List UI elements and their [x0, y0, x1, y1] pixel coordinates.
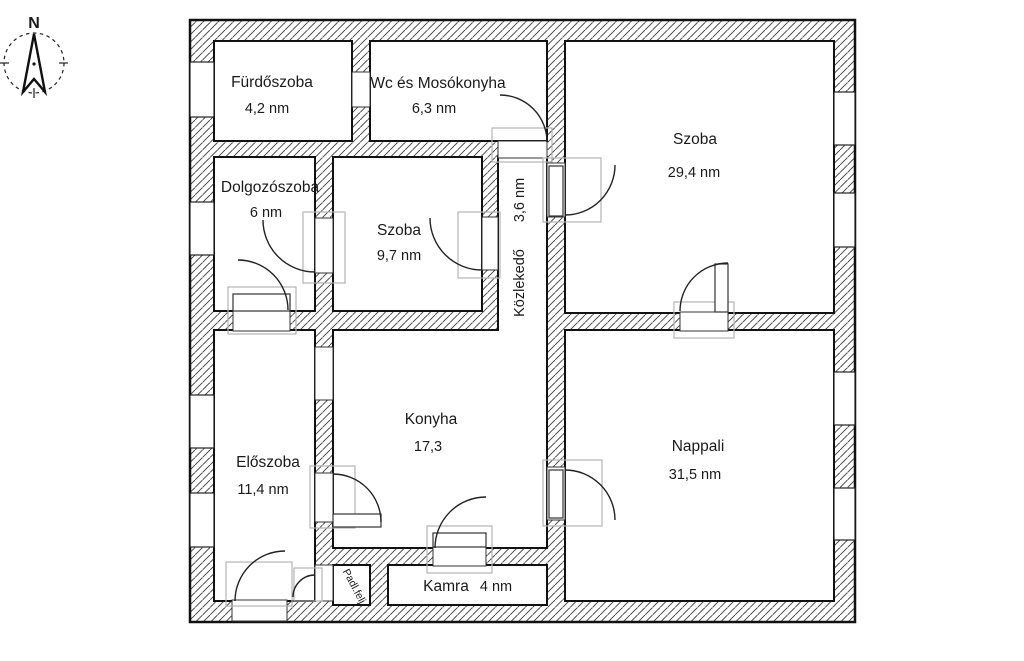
room-label-padlasfeljaro: Padl.felj.: [339, 566, 370, 609]
compass-north-label: N: [28, 15, 40, 32]
room-label-dolgozoszoba: Dolgozószoba: [220, 179, 320, 196]
room-area-kozlekedo: 3,6 nm: [512, 177, 528, 223]
opening-eloszoba-padlasfeljaro: [315, 565, 333, 601]
room-label-szoba-kis: Szoba: [377, 222, 421, 239]
window-nappali-2: [834, 488, 855, 540]
room-label-wc-mosokonyha: Wc és Mosókonyha: [370, 75, 506, 92]
room-area-furdoszoba: 4,2 nm: [244, 101, 290, 117]
room-label-konyha: Konyha: [404, 411, 458, 428]
opening-eloszoba-konyha-door: [315, 473, 333, 522]
room-area-dolgozoszoba: 6 nm: [249, 205, 283, 221]
window-eloszoba-1: [190, 395, 214, 448]
room-label-kamra: Kamra: [423, 578, 469, 595]
window-nappali-1: [834, 372, 855, 425]
room-area-nappali: 31,5 nm: [668, 467, 722, 483]
opening-furdoszoba-wc: [352, 72, 370, 107]
room-label-nappali: Nappali: [671, 438, 725, 455]
compass-center-dot: [32, 62, 35, 65]
opening-szoba-nagy-nappali: [680, 312, 728, 331]
opening-wc-kozlekedo: [498, 141, 547, 158]
compass-icon: [0, 15, 68, 98]
window-szoba-nagy-2: [834, 193, 855, 247]
opening-entrance-door: [232, 600, 287, 621]
room-label-eloszoba: Előszoba: [236, 454, 300, 471]
room-label-kozlekedo: Közlekedő: [512, 249, 528, 317]
door-leaf-szoba-nagy: [549, 166, 563, 216]
opening-konyha-kamra: [433, 547, 486, 566]
room-area-kamra: 4 nm: [479, 579, 513, 595]
door-leaf-konyha: [333, 514, 381, 527]
passage-eloszoba-konyha: [315, 347, 333, 400]
opening-szoba-kis-kozlekedo: [482, 217, 498, 270]
opening-dolgozoszoba-eloszoba: [233, 310, 290, 331]
door-leaf-nappali: [549, 470, 563, 518]
room-nappali: [565, 330, 834, 601]
opening-dolgozoszoba-szoba-kis: [315, 218, 333, 273]
window-furdoszoba: [190, 62, 214, 117]
room-area-wc-mosokonyha: 6,3 nm: [411, 101, 457, 117]
window-dolgozoszoba: [190, 202, 214, 255]
window-szoba-nagy-1: [834, 92, 855, 145]
room-label-szoba-nagy: Szoba: [673, 131, 717, 148]
door-leaf-dolgozoszoba: [233, 294, 290, 311]
room-area-konyha: 17,3: [413, 439, 443, 455]
door-leaf-kamra: [433, 533, 486, 547]
room-label-furdoszoba: Fürdőszoba: [231, 74, 313, 91]
room-area-szoba-nagy: 29,4 nm: [667, 165, 721, 181]
room-furdoszoba: [214, 41, 352, 141]
window-eloszoba-2: [190, 493, 214, 547]
room-area-szoba-kis: 9,7 nm: [376, 248, 422, 264]
door-leaf-szoba-nappali: [715, 264, 728, 312]
room-area-eloszoba: 11,4 nm: [237, 482, 289, 498]
